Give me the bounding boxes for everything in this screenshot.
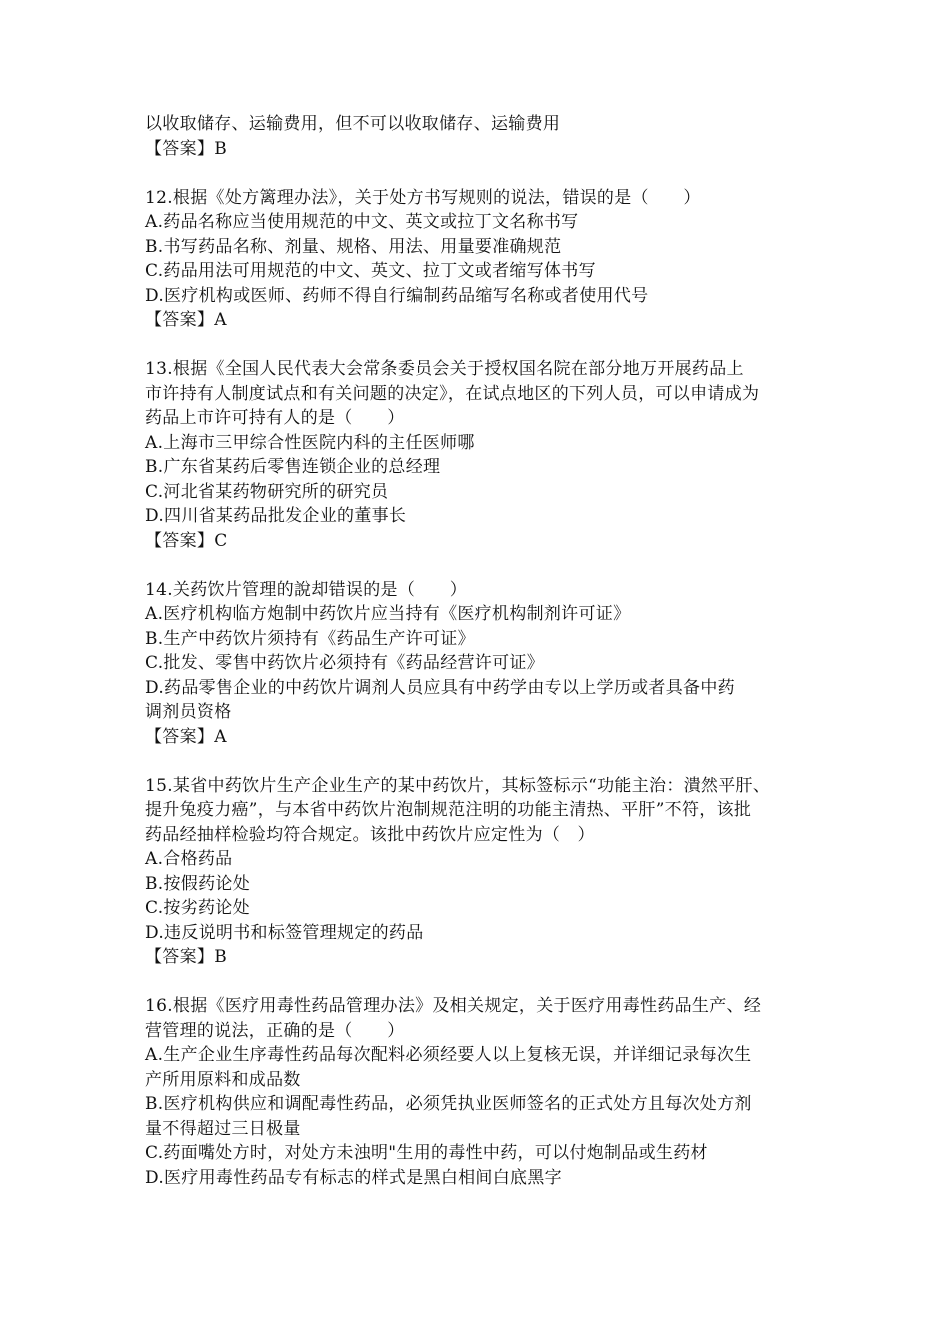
text-line: B.广东省某药后零售连锁企业的总经理 [145, 457, 441, 477]
answer-line: 【答案】A [145, 726, 227, 747]
text-line: C.按劣药论处 [145, 898, 250, 918]
answer-line: 【答案】B [145, 138, 227, 159]
answer-line: 【答案】A [145, 310, 227, 330]
text-line: 调剂员资格 [145, 702, 232, 722]
text-line: D.违反说明书和标签管理规定的药品 [145, 922, 424, 943]
text-line: C.批发、零售中药饮片必须持有《药品经营许可证》 [145, 653, 545, 673]
text-line: C.药面嘴处方时，对处方未浊明"生用的毒性中药，可以付炮制品或生药材 [145, 1143, 708, 1163]
answer-line: 【答案】C [145, 530, 228, 551]
paragraph-gap [145, 970, 830, 995]
text-line: B.医疗机构供应和调配毒性药品，必须凭执业医师签名的正式处方且每次处方剂 [145, 1094, 752, 1114]
text-line: 12.根据《处方篱理办法》，关于处方书写规则的说法，错误的是（ ） [145, 187, 701, 208]
text-line: D.四川省某药品批发企业的董事长 [145, 506, 407, 526]
text-line: 药品上市许可持有人的是（ ） [145, 408, 405, 428]
text-line: A.合格药品 [145, 849, 233, 869]
text-line: 14.关药饮片管理的說却错误的是（ ） [145, 579, 468, 600]
text-line: A.药品名称应当使用规范的中文、英文或拉丁文名称书写 [145, 212, 579, 232]
text-line: 产所用原料和成品数 [145, 1069, 301, 1090]
text-line: 药品经抽样检验均符合规定。该批中药饮片应定性为（ ） [145, 824, 595, 845]
text-line: D.医疗机构或医师、药师不得自行编制药品缩写名称或者使用代号 [145, 285, 649, 306]
text-line: 16.根据《医疗用毒性药品管理办法》及相关规定，关于医疗用毒性药品生产、经 [145, 996, 762, 1016]
paragraph-gap [145, 333, 830, 358]
paragraph-gap [145, 161, 830, 186]
text-line: 营管理的说法，正确的是（ ） [145, 1020, 405, 1041]
text-line: C.药品用法可用规范的中文、英文、拉丁文或者缩写体书写 [145, 261, 596, 281]
text-line: B.按假药论处 [145, 873, 250, 894]
paragraph-gap [145, 553, 830, 578]
text-line: A.医疗机构临方炮制中药饮片应当持有《医疗机构制剂许可证》 [145, 604, 631, 624]
text-line: 提升兔疫力癌”，与本省中药饮片泡制规范注明的功能主清热、平肝”不符，该批 [145, 800, 752, 820]
text-line: 市许持有人制度试点和有关问题的决定》，在试点地区的下列人员，可以申请成为 [145, 383, 760, 404]
text-line: 13.根据《全国人民代表大会常条委员会关于授权国名院在部分地万开展药品上 [145, 359, 744, 379]
text-line: B.书写药品名称、剂量、规格、用法、用量要准确规范 [145, 236, 562, 257]
text-line: C.河北省某药物研究所的研究员 [145, 481, 389, 502]
text-line: B.生产中药饮片须持有《药品生产许可证》 [145, 628, 475, 649]
answer-line: 【答案】B [145, 947, 227, 967]
text-line: A.生产企业生序毒性药品每次配料必须经要人以上复核无误，并详细记录每次生 [145, 1045, 752, 1065]
text-line: D.医疗用毒性药品专有标志的样式是黑白相间白底黑字 [145, 1167, 562, 1188]
text-line: 以收取储存、运输费用，但不可以收取储存、运输费用 [145, 114, 561, 134]
text-line: A.上海市三甲综合性医院内科的主任医师哪 [145, 432, 475, 453]
text-line: 量不得超过三日极量 [145, 1118, 301, 1139]
paragraph-gap [145, 749, 830, 774]
text-line: D.药品零售企业的中药饮片调剂人员应具有中药学由专以上学历或者具备中药 [145, 677, 735, 698]
text-line: 15.某省中药饮片生产企业生产的某中药饮片，其标签标示“功能主治：潰然平肝、 [145, 775, 771, 796]
